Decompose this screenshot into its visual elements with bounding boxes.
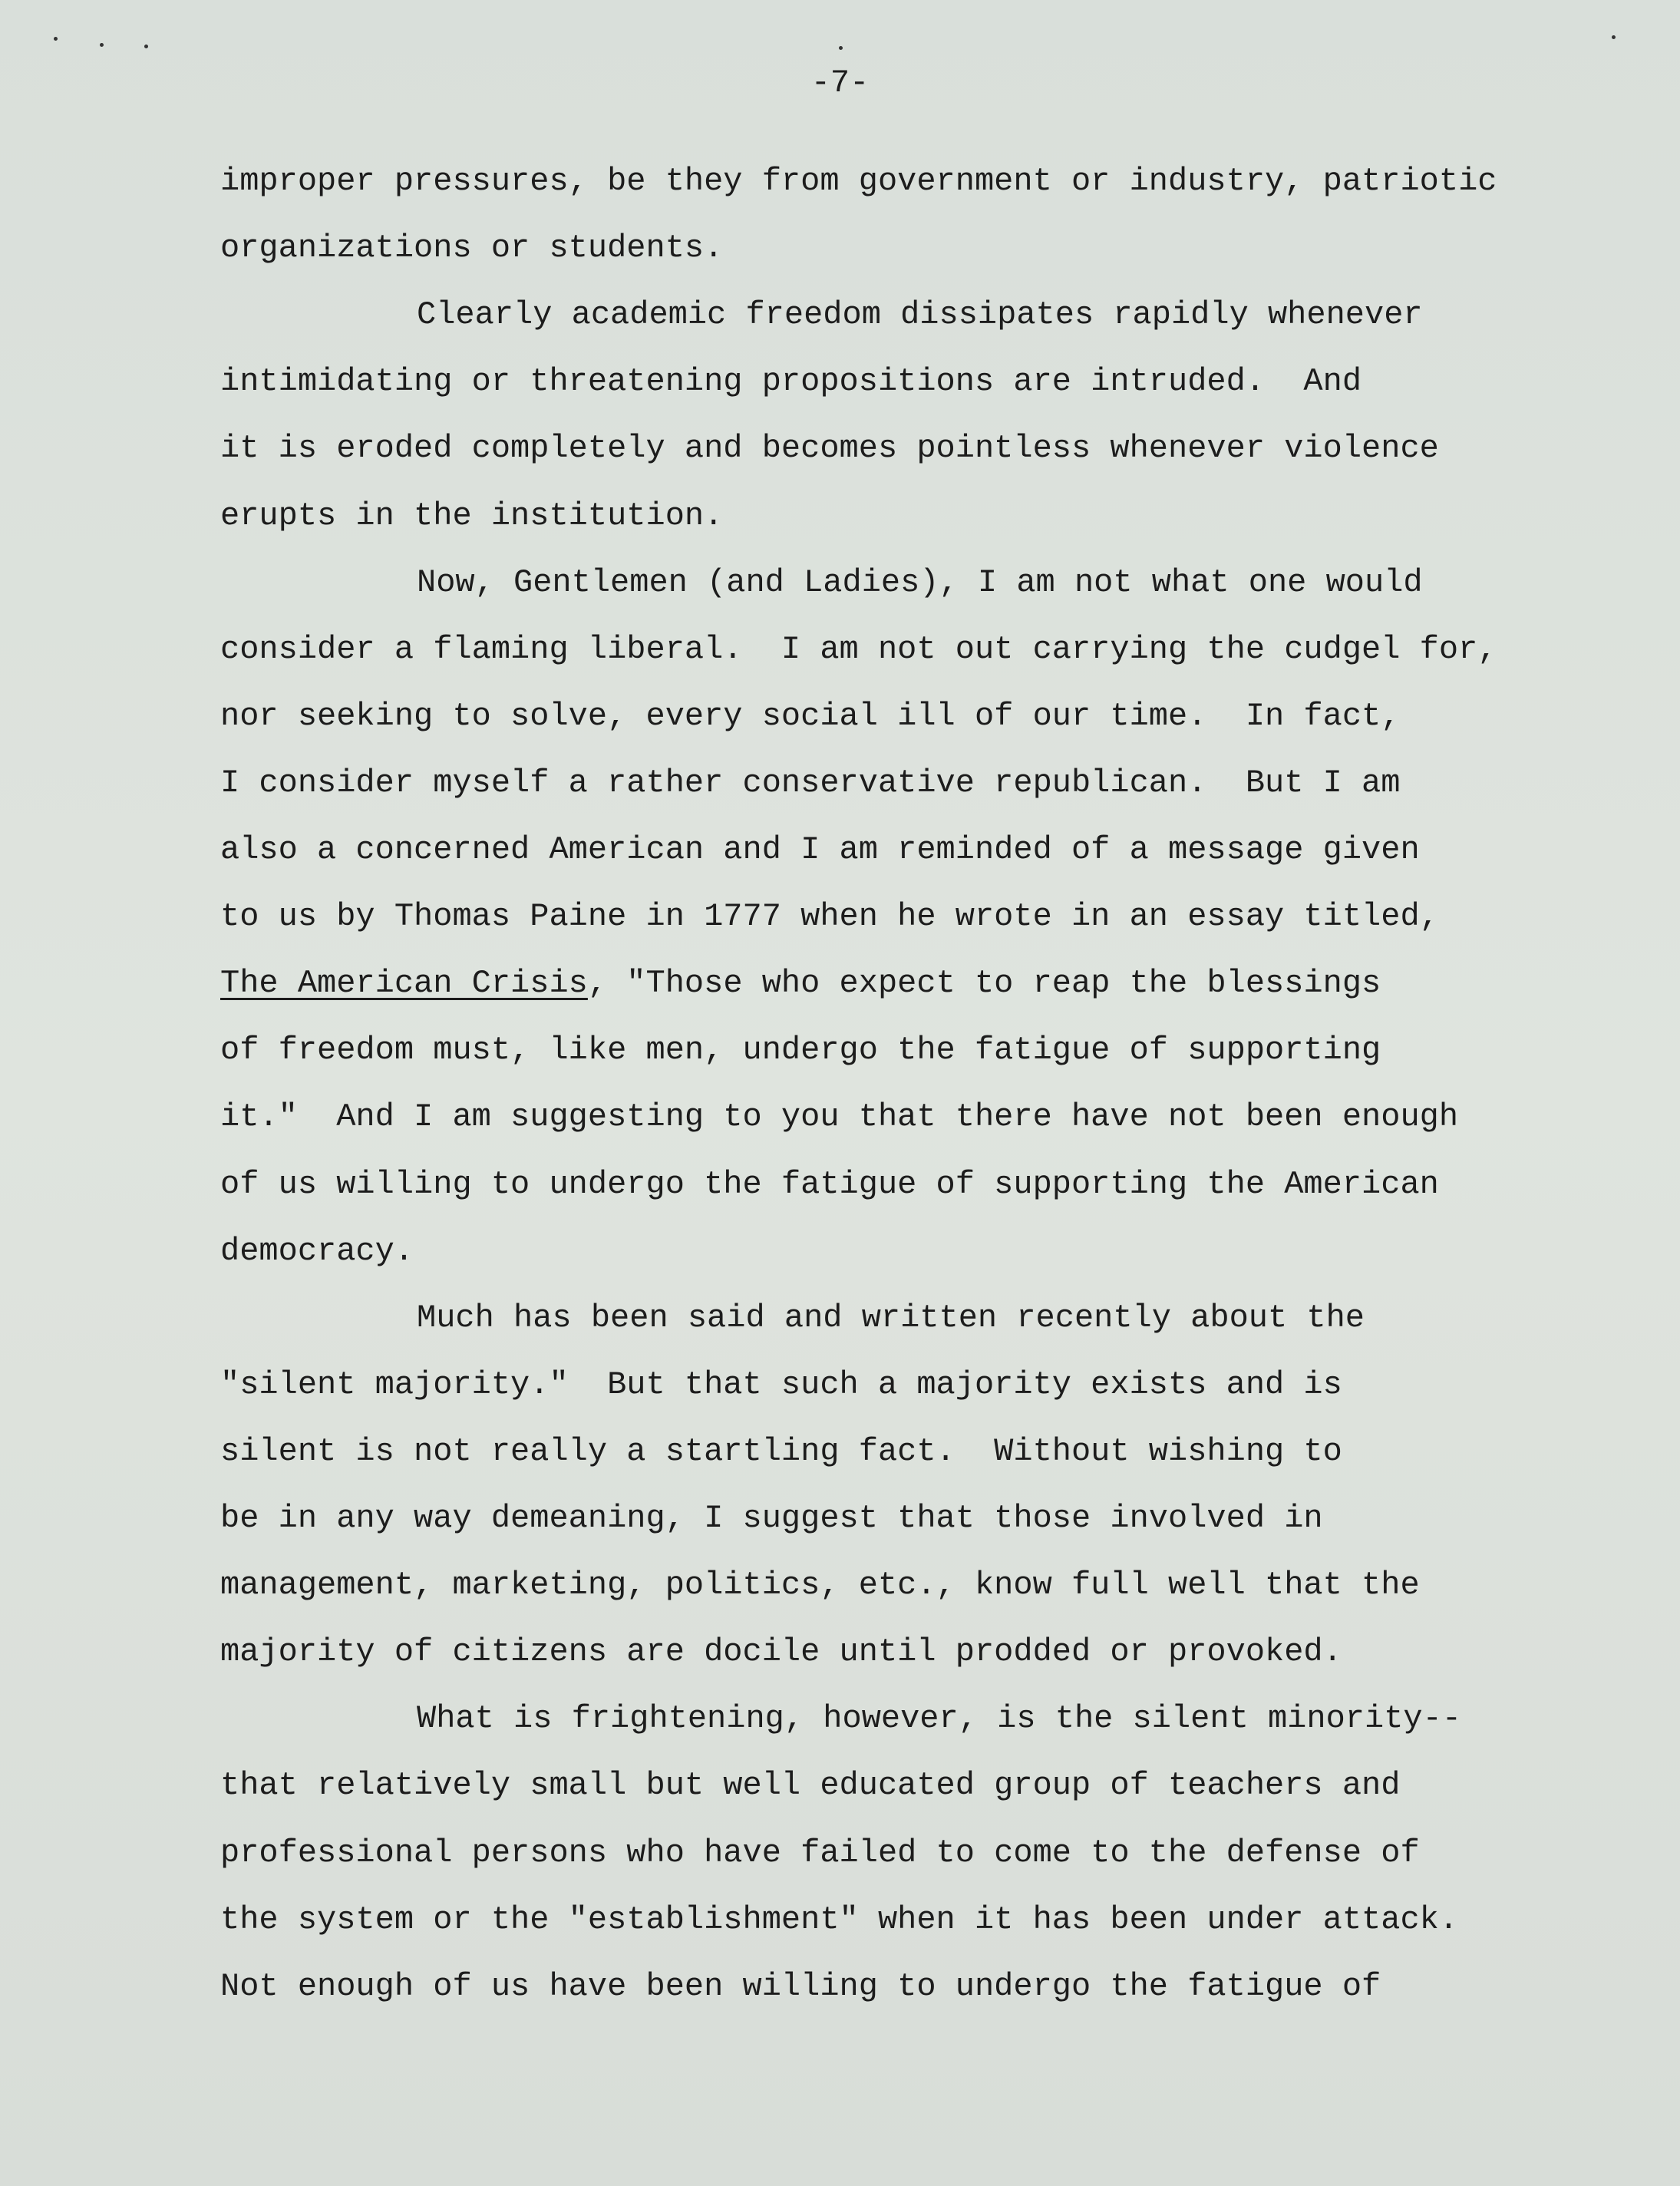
text-line xyxy=(220,428,1439,468)
text-segment: consider a flaming liberal. I am not out carrying the cudgel for, xyxy=(220,630,1497,668)
text-segment: democracy. xyxy=(220,1232,414,1270)
text-line xyxy=(417,295,1423,335)
text-line xyxy=(220,897,1439,936)
text-line xyxy=(220,696,1400,736)
text-line xyxy=(417,1298,1365,1338)
text-line xyxy=(220,1900,1458,1940)
text-line xyxy=(220,1632,1342,1672)
text-segment: silent is not really a startling fact. Without wishing to xyxy=(220,1432,1342,1470)
text-line xyxy=(220,1231,414,1271)
text-line xyxy=(220,963,1381,1003)
text-line xyxy=(220,1097,1458,1137)
text-line xyxy=(220,830,1420,870)
text-line xyxy=(220,629,1497,669)
speck xyxy=(54,37,58,41)
text-segment: it." And I am suggesting to you that there have not been enough xyxy=(220,1098,1459,1136)
text-segment: improper pressures, be they from government or industry, patriotic xyxy=(220,163,1497,200)
text-line xyxy=(220,362,1361,401)
speck xyxy=(100,43,104,47)
text-line xyxy=(220,1030,1381,1070)
text-line xyxy=(220,161,1497,201)
text-segment: of us willing to undergo the fatigue of supporting the American xyxy=(220,1165,1439,1203)
text-segment: Not enough of us have been willing to undergo the fatigue of xyxy=(220,1967,1381,2005)
text-segment: erupts in the institution. xyxy=(220,497,724,534)
text-segment: , "Those who expect to reap the blessings xyxy=(587,965,1381,1002)
text-line xyxy=(220,496,723,536)
text-line xyxy=(220,228,723,268)
text-segment: the system or the "establishment" when it has been under attack. xyxy=(220,1900,1459,1938)
text-line xyxy=(220,1966,1381,2006)
text-segment: to us by Thomas Paine in 1777 when he wrote in an essay titled, xyxy=(220,898,1439,936)
text-line xyxy=(220,1164,1439,1204)
text-line xyxy=(417,1699,1461,1739)
text-line xyxy=(220,763,1400,803)
text-segment: professional persons who have failed to come to the defense of xyxy=(220,1834,1420,1871)
text-line xyxy=(417,563,1423,603)
text-segment: intimidating or threatening propositions are intruded. And xyxy=(220,363,1362,401)
text-line xyxy=(220,1565,1420,1605)
underlined-title: The American Crisis xyxy=(220,965,588,1002)
text-line xyxy=(220,1498,1323,1538)
text-line xyxy=(220,1431,1342,1471)
text-segment: Clearly academic freedom dissipates rapidly whenever xyxy=(417,296,1423,334)
speck xyxy=(1612,35,1616,39)
text-segment: management, marketing, politics, etc., know full well that the xyxy=(220,1567,1420,1604)
text-segment: nor seeking to solve, every social ill of our time. In fact, xyxy=(220,697,1401,735)
text-segment: Much has been said and written recently about the xyxy=(417,1299,1365,1336)
text-segment: I consider myself a rather conservative republican. But I am xyxy=(220,764,1401,801)
text-segment: What is frightening, however, is the silent minority-- xyxy=(417,1700,1462,1738)
text-segment: Now, Gentlemen (and Ladies), I am not what one would xyxy=(417,563,1423,601)
text-line xyxy=(220,1765,1400,1805)
text-segment: "silent majority." But that such a majority exists and is xyxy=(220,1365,1342,1403)
text-segment: majority of citizens are docile until prodded or provoked. xyxy=(220,1633,1342,1671)
text-segment: organizations or students. xyxy=(220,229,724,267)
text-segment: that relatively small but well educated group of teachers and xyxy=(220,1767,1401,1805)
text-segment: it is eroded completely and becomes pointless whenever violence xyxy=(220,430,1439,467)
text-segment: of freedom must, like men, undergo the fatigue of supporting xyxy=(220,1032,1381,1069)
speck xyxy=(839,46,843,50)
speck xyxy=(144,45,148,48)
page-number: -7- xyxy=(810,64,870,101)
text-segment: also a concerned American and I am reminded of a message given xyxy=(220,831,1420,868)
text-line xyxy=(220,1833,1420,1873)
text-segment: be in any way demeaning, I suggest that those involved in xyxy=(220,1500,1323,1537)
text-line xyxy=(220,1365,1342,1405)
